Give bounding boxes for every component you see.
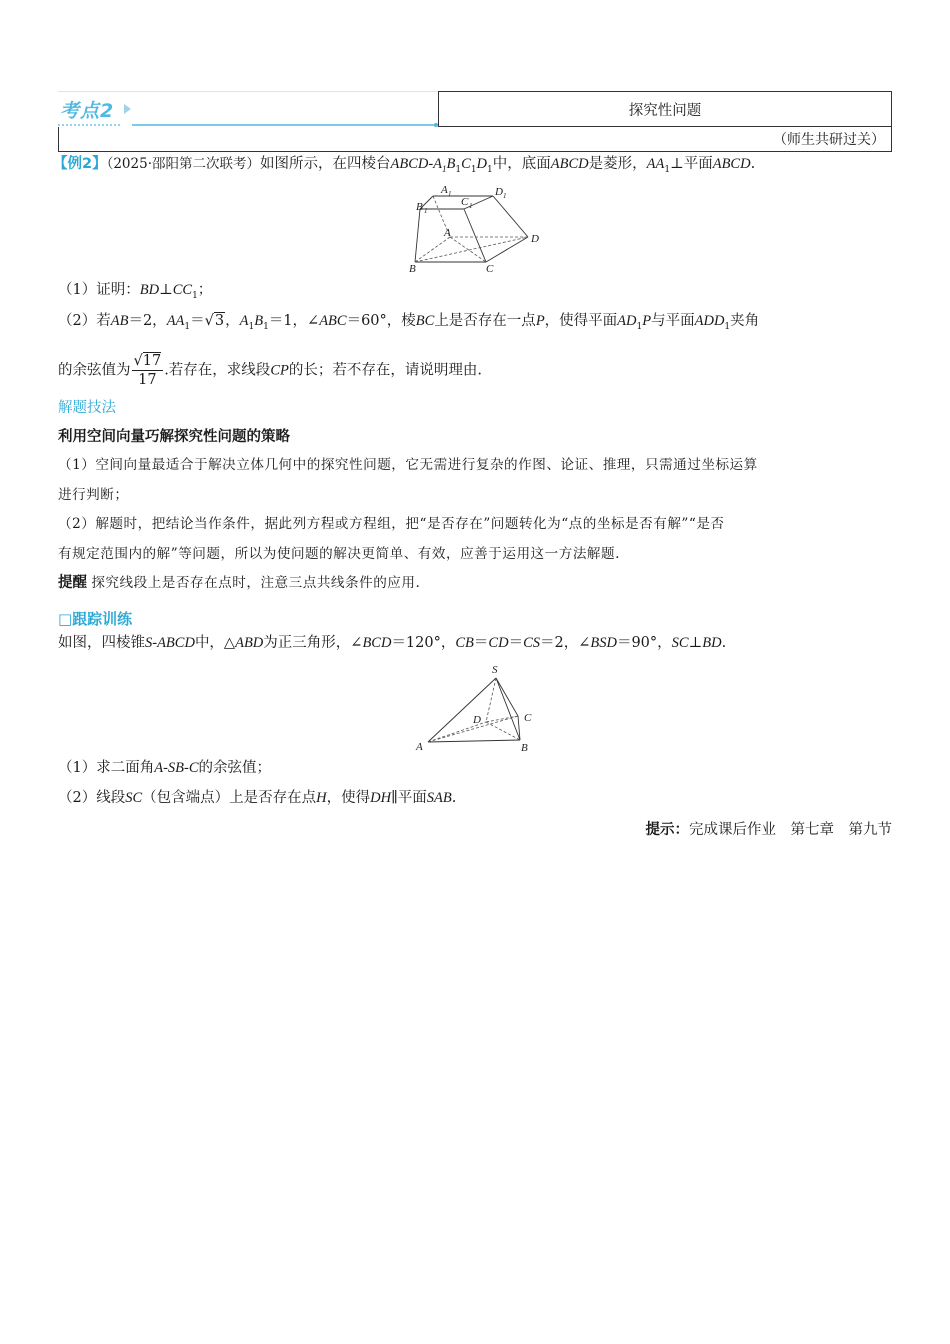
frustum-figure [400, 180, 550, 276]
label-d: D [531, 233, 539, 245]
practice-stem: 如图，四棱锥S-ABCD中，△ABD为正三角形，∠BCD＝120°，CB＝CD＝CS＝2，∠BSD＝90°，SC⊥BD. [58, 635, 727, 651]
header-note: （师生共研过关） [773, 132, 885, 148]
label-b: B [409, 263, 416, 275]
practice-heading: □跟踪训练 [58, 610, 133, 628]
header-badge-number: 2 [100, 100, 115, 122]
hint-line [646, 818, 893, 839]
label-b1: B [416, 201, 423, 213]
example-tag: 【例2】 [53, 156, 107, 172]
label-a2: A [416, 741, 423, 753]
svg-text:1: 1 [503, 192, 507, 200]
method-p2-line2: 有规定范围内的解”等问题，所以为使问题的解决更简单、有效，应善于运用这一方法解题. [58, 546, 620, 562]
header-badge-label: 考点 [60, 100, 101, 122]
example-stem: 【例2】（2025·邵阳第二次联考）如图所示，在四棱台ABCD-$A_1B_1C_1D_1$中，底面ABCD是菱形，$AA_1\perp$平面ABCD. [53, 156, 756, 175]
label-d1: D [495, 186, 503, 198]
pyramid-figure [410, 660, 540, 754]
svg-text:1: 1 [424, 207, 428, 215]
header-badge-graphic [58, 91, 438, 127]
svg-text:1: 1 [469, 202, 473, 210]
example-question-2-cont: 的余弦值为 $\frac{√17}{17}$ .若存在，求线段CP的长；若不存在，请说明理由. [58, 353, 482, 388]
tip-label: 提醒 [58, 575, 87, 591]
label-c: C [486, 263, 494, 275]
svg-text:1: 1 [448, 190, 452, 198]
hint-text: 完成课后作业 第七章 第九节 [689, 822, 892, 838]
label-c1: C [461, 196, 469, 208]
label-s: S [492, 664, 498, 676]
method-p1-line1: （1）空间向量最适合于解决立体几何中的探究性问题，它无需进行复杂的作图、论证、推理，只需通过坐标运算 [58, 457, 758, 473]
label-b2: B [521, 742, 528, 754]
header-badge-area [58, 91, 438, 127]
header-note-row [58, 127, 892, 152]
method-p2-line1: （2）解题时，把结论当作条件，据此列方程或方程组，把“是否存在”问题转化为“点的坐标是否有解”“是否 [58, 516, 725, 532]
example-question-1: （1）证明：$BD\perp CC_1$； [58, 282, 213, 301]
example-question-2: （2）若AB＝2，$AA_1=√3$，$A_1B_1=1$，∠ABC＝60°，棱BC上是否存在一点P，使得平面$AD_1P$与平面$ADD_1$夹角 [58, 313, 760, 332]
hint-label: 提示： [645, 822, 689, 838]
practice-question-1: （1）求二面角A-SB-C的余弦值； [58, 760, 272, 776]
label-a1: A [441, 184, 448, 196]
label-c2: C [524, 712, 532, 724]
label-d2: D [473, 714, 481, 726]
practice-question-2: （2）线段SC（包含端点）上是否存在点H，使得DH∥平面SAB. [58, 790, 457, 806]
method-tip: 提醒 探究线段上是否存在点时，注意三点共线条件的应用. [58, 575, 421, 591]
triangle-arrow-icon [124, 104, 131, 114]
method-p1-line2: 进行判断； [58, 487, 129, 503]
label-a: A [444, 227, 451, 239]
method-subheading: 利用空间向量巧解探究性问题的策略 [58, 429, 290, 445]
method-heading: 解题技法 [58, 400, 116, 416]
section-title: 探究性问题 [438, 91, 892, 127]
